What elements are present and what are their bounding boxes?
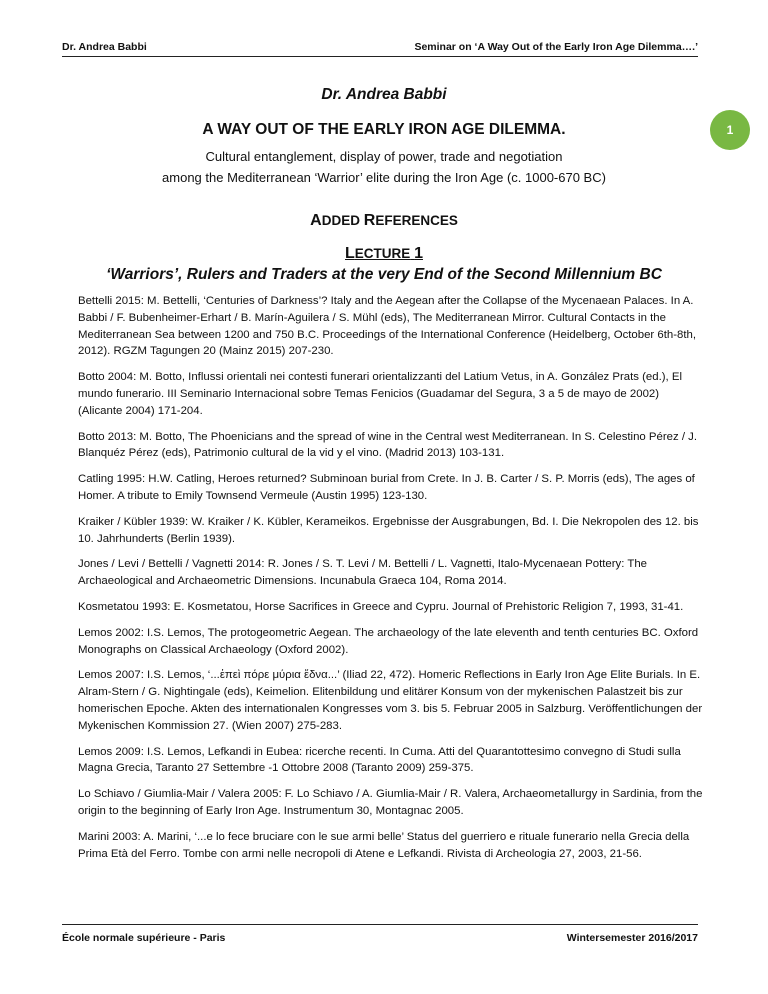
- footer-institution: École normale supérieure - Paris: [62, 932, 226, 944]
- reference-entry: Jones / Levi / Bettelli / Vagnetti 2014: R. Jones / S. T. Levi / M. Bettelli / L. Vagnetti, Italo-Mycenaean Pottery: The Archaeological and Archaeometric Dimensions. Incunabula Graeca 104, Roma 2014.: [78, 558, 647, 588]
- reference-entry: Bettelli 2015: M. Bettelli, ‘Centuries of Darkness’? Italy and the Aegean after the Collapse of the Mycenaean Palaces. In A. Babbi / F. Bubenheimer-Erhart / B. Marín-Aguilera / S. Mühl (eds), The Mediterranean Mirror. Cultural Contacts in the Mediterranean Sea between 1200 and 750 B.C. Proceedings of the International Conference (Heidelberg, October 6th-8th, 2012). RGZM Tagungen 20 (Mainz 2015) 207-230.: [78, 295, 697, 358]
- section-heading-w2-rest: EFERENCES: [375, 213, 458, 228]
- lecture-heading-rest: ECTURE: [354, 246, 411, 261]
- footer-semester: Wintersemester 2016/2017: [566, 932, 698, 944]
- lecture-heading-cap: L: [345, 245, 355, 262]
- lecture-title: ‘Warriors’, Rulers and Traders at the very End of the Second Millennium BC: [106, 266, 662, 283]
- reference-entry: Lemos 2009: I.S. Lemos, Lefkandi in Eubea: ricerche recenti. In Cuma. Atti del Quarantottesimo convegno di Studi sulla Magna Grecia, Taranto 27 Settembre -1 Ottobre 2008 (Taranto 2009) 259-375.: [78, 745, 681, 775]
- header-author: Dr. Andrea Babbi: [62, 41, 147, 53]
- reference-entry: Lo Schiavo / Giumlia-Mair / Valera 2005: F. Lo Schiavo / A. Giumlia-Mair / R. Valera, Archaeometallurgy in Sardinia, from the origin to the beginning of Early Iron Age. Instrumentum 30, Montagnac 2005.: [78, 788, 703, 817]
- section-heading-w2-cap: R: [363, 212, 376, 229]
- reference-entry: Lemos 2002: I.S. Lemos, The protogeometric Aegean. The archaeology of the late eleventh and tenth centuries BC. Oxford Monographs on Classical Archaeology (Oxford 2002).: [78, 626, 699, 656]
- section-heading-w1-cap: A: [310, 212, 322, 229]
- lecture-heading: [0, 245, 768, 263]
- reference-entry: Botto 2013: M. Botto, The Phoenicians and the spread of wine in the Central west Mediterranean. In S. Celestino Pérez / J. Blanquéz Pérez (eds), Patrimonio cultural de la vid y el vino. (Madrid 2013) 103-131.: [78, 430, 698, 460]
- page-number-badge: 1: [710, 110, 750, 150]
- reference-entry: Lemos 2007: I.S. Lemos, ‘...ἐπεὶ πόρε μύρια ἕδνα...’ (Iliad 22, 472). Homeric Reflections in Early Iron Age Elite Burials. In E. Alram-Stern / G. Nightingale (eds), Keimelion. Elitenbildung und elitärer Konsum von der mykenischen Palastzeit bis zur homerischen Epoche. Akten des internationalen Kongresses vom 3. bis 5. Februar 2005 in Salzburg. Veröffentlichungen der Mykenischen Kommission 27. (Wien 2007) 275-283.: [78, 669, 703, 732]
- reference-entry: Kraiker / Kübler 1939: W. Kraiker / K. Kübler, Kerameikos. Ergebnisse der Ausgrabungen, Bd. I. Die Nekropolen des 12. bis 10. Jahrhunderts (Berlin 1939).: [78, 515, 699, 545]
- reference-entry: Catling 1995: H.W. Catling, Heroes returned? Subminoan burial from Crete. In J. B. Carter / S. P. Morris (eds), The ages of Homer. A tribute to Emily Townsend Vermeule (Austin 1995) 123-130.: [78, 473, 695, 502]
- reference-entry: Kosmetatou 1993: E. Kosmetatou, Horse Sacrifices in Greece and Cypru. Journal of Prehistoric Religion 7, 1993, 31-41.: [78, 600, 684, 613]
- document-title: A WAY OUT OF THE EARLY IRON AGE DILEMMA.: [202, 121, 566, 138]
- section-heading-w1-rest: DDED: [321, 213, 360, 228]
- subtitle-line-1: Cultural entanglement, display of power, trade and negotiation: [205, 149, 563, 164]
- page-footer: [62, 924, 698, 945]
- lecture-number: 1: [414, 245, 423, 262]
- page-header: [62, 38, 698, 57]
- reference-entry: Marini 2003: A. Marini, ‘...e lo fece bruciare con le sue armi belle’ Status del guerriero e rituale funerario nella Grecia della Prima Età del Ferro. Tombe con armi nelle necropoli di Atene e Lefkandi. Rivista di Archeologia 27, 2003, 21-56.: [78, 830, 690, 860]
- header-seminar-title: Seminar on ‘A Way Out of the Early Iron Age Dilemma….’: [414, 41, 698, 53]
- reference-entry: Botto 2004: M. Botto, Influssi orientali nei contesti funerari orientalizzanti del Latium Vetus, in A. González Prats (ed.), El mundo funerario. III Seminario Internacional sobre Temas Fenicios (Guadamar del Segura, 3 a 5 de mayo de 2002) (Alicante 2004) 171-204.: [78, 371, 683, 417]
- document-subtitle: [0, 146, 768, 188]
- reference-list: [78, 293, 706, 871]
- section-heading: [0, 212, 768, 230]
- author-name: Dr. Andrea Babbi: [321, 86, 447, 103]
- subtitle-line-2: among the Mediterranean ‘Warrior’ elite during the Iron Age (c. 1000-670 BC): [162, 170, 606, 185]
